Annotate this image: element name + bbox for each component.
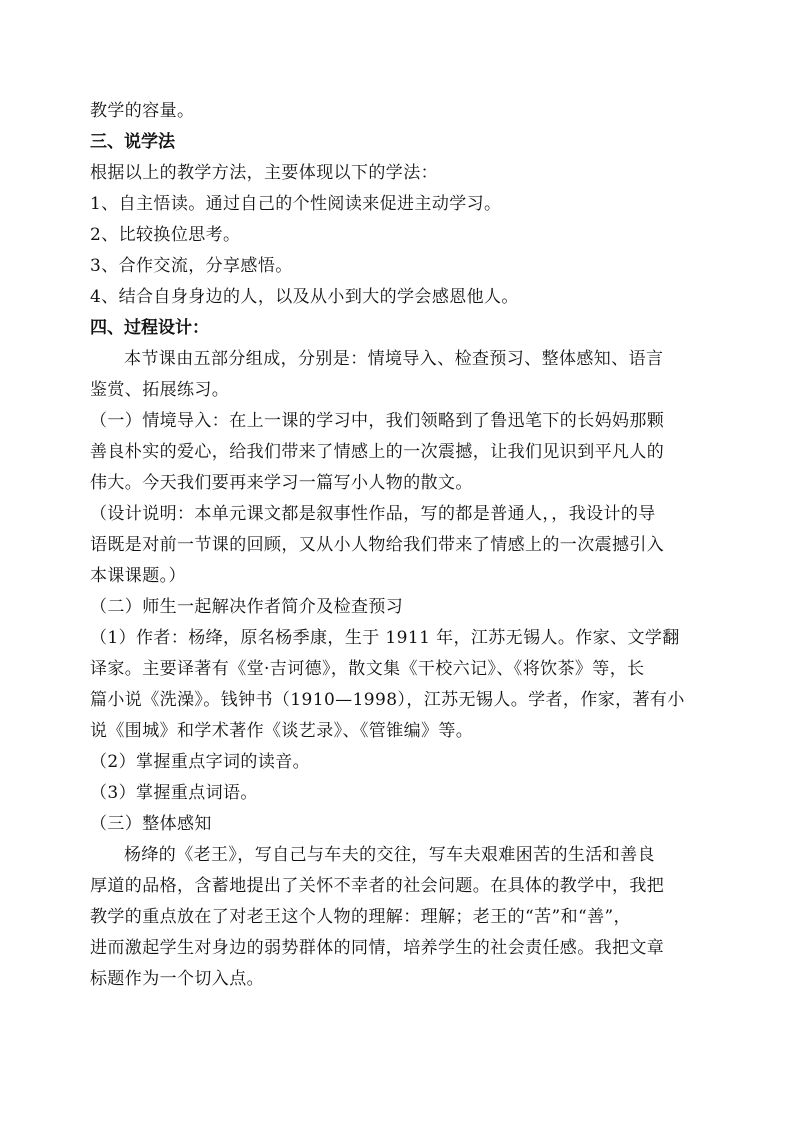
text-line: 语既是对前一节课的回顾，又从小人物给我们带来了情感上的一次震撼引入 xyxy=(90,535,665,555)
text-line: 厚道的品格，含蓄地提出了关怀不幸者的社会问题。在具体的教学中，我把 xyxy=(90,876,665,896)
subsection-heading: （二）师生一起解决作者简介及检查预习 xyxy=(90,597,404,617)
text-line: 根据以上的教学方法，主要体现以下的学法： xyxy=(90,163,438,183)
list-item: 1、自主悟读。通过自己的个性阅读来促进主动学习。 xyxy=(90,194,502,214)
list-item: （3）掌握重点词语。 xyxy=(90,783,258,803)
subsection-heading: （三）整体感知 xyxy=(90,814,212,834)
text-line: 标题作为一个切入点。 xyxy=(90,969,264,989)
text-line: 译家。主要译著有《堂·吉诃德》，散文集《干校六记》、《将饮茶》等，长 xyxy=(90,659,645,679)
text-line: 篇小说《洗澡》。钱钟书（1910—1998），江苏无锡人。学者，作家，著有小 xyxy=(90,690,685,710)
list-item: 3、合作交流，分享感悟。 xyxy=(90,256,293,276)
text-line: 杨绛的《老王》，写自己与车夫的交往，写车夫艰难困苦的生活和善良 xyxy=(124,845,655,865)
document-body xyxy=(90,96,710,995)
text-line: 说《围城》和学术著作《谈艺录》、《管锥编》等。 xyxy=(90,721,474,741)
list-item: （2）掌握重点字词的读音。 xyxy=(90,752,311,772)
section-heading-study-methods: 三、说学法 xyxy=(90,132,175,152)
text-line: 伟大。今天我们要再来学习一篇写小人物的散文。 xyxy=(90,473,473,493)
section-heading-process-design: 四、过程设计： xyxy=(90,318,209,338)
text-line: 善良朴实的爱心，给我们带来了情感上的一次震撼，让我们见识到平凡人的 xyxy=(90,442,665,462)
text-line: 进而激起学生对身边的弱势群体的同情，培养学生的社会责任感。我把文章 xyxy=(90,938,665,958)
text-line: 本课课题。） xyxy=(90,566,186,586)
text-line: 本节课由五部分组成，分别是：情境导入、检查预习、整体感知、语言 xyxy=(124,349,664,369)
text-line: （设计说明：本单元课文都是叙事性作品，写的都是普通人，，我设计的导 xyxy=(90,504,656,524)
text-line: 教学的重点放在了对老王这个人物的理解：理解；老王的“苦”和“善”， xyxy=(90,907,631,927)
list-item: 2、比较换位思考。 xyxy=(90,225,241,245)
text-line: （一）情境导入：在上一课的学习中，我们领略到了鲁迅笔下的长妈妈那颗 xyxy=(90,411,665,431)
text-line: （1）作者：杨绛，原名杨季康，生于 1911 年，江苏无锡人。作家、文学翻 xyxy=(90,628,680,648)
text-line: 鉴赏、拓展练习。 xyxy=(90,380,230,400)
text-line: 教学的容量。 xyxy=(90,101,195,121)
list-item: 4、结合自身身边的人，以及从小到大的学会感恩他人。 xyxy=(90,287,519,307)
